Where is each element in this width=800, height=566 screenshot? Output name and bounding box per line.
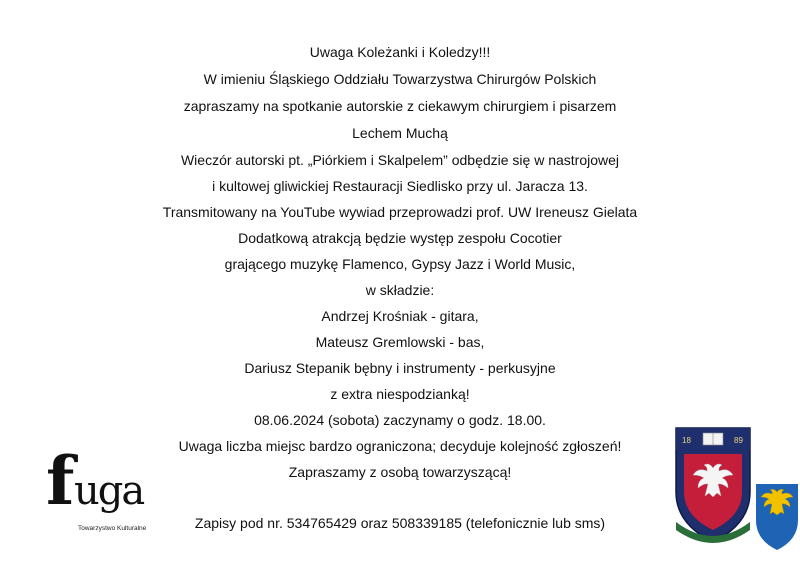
limited-seats-line: Uwaga liczba miejsc bardzo ograniczona; decyduje kolejność zgłoszeń! (178, 438, 622, 454)
musician-line: Dariusz Stepanik bębny i instrumenty - perkusyjne (244, 360, 556, 376)
silesia-eagle-icon (756, 484, 798, 550)
surgeons-society-crest-icon (676, 428, 750, 543)
organizer-line: W imieniu Śląskiego Oddziału Towarzystwa Chirurgów Polskich (203, 71, 597, 87)
svg-text:18: 18 (682, 436, 691, 445)
date-time-line: 08.06.2024 (sobota) zaczynamy o godz. 18.00. (254, 412, 546, 428)
svg-text:f: f (46, 442, 75, 520)
attraction-line: Dodatkową atrakcją będzie występ zespołu Cocotier (238, 230, 562, 246)
venue-line: i kultowej gliwickiej Restauracji Siedlisko przy ul. Jaracza 13. (212, 178, 588, 194)
svg-text:uga: uga (74, 468, 144, 514)
music-genre-line: grającego muzykę Flamenco, Gypsy Jazz i World Music, (224, 256, 576, 272)
lineup-heading: w składzie: (365, 282, 435, 298)
musician-line: Andrzej Krośniak - gitara, (321, 308, 479, 324)
event-title-line: Wieczór autorski pt. „Piórkiem i Skalpelem” odbędzie się w nastrojowej (180, 152, 620, 168)
author-name-line: Lechem Muchą (352, 125, 448, 141)
musician-line: Mateusz Gremlowski - bas, (315, 334, 485, 350)
surprise-line: z extra niespodzianką! (330, 386, 470, 402)
companion-line: Zapraszamy z osobą towarzyszącą! (288, 464, 512, 480)
crests-group (672, 424, 800, 554)
invitation-line: zapraszamy na spotkanie autorskie z ciekawym chirurgiem i pisarzem (183, 98, 617, 114)
svg-text:Towarzystwo Kulturalne: Towarzystwo Kulturalne (78, 525, 147, 532)
svg-text:89: 89 (734, 436, 743, 445)
registration-line: Zapisy pod nr. 534765429 oraz 508339185 (telefonicznie lub sms) (194, 515, 606, 531)
greeting-line: Uwaga Koleżanki i Koledzy!!! (309, 44, 491, 60)
broadcast-line: Transmitowany na YouTube wywiad przeprowadzi prof. UW Ireneusz Gielata (162, 204, 638, 220)
fuga-logo (44, 438, 156, 538)
